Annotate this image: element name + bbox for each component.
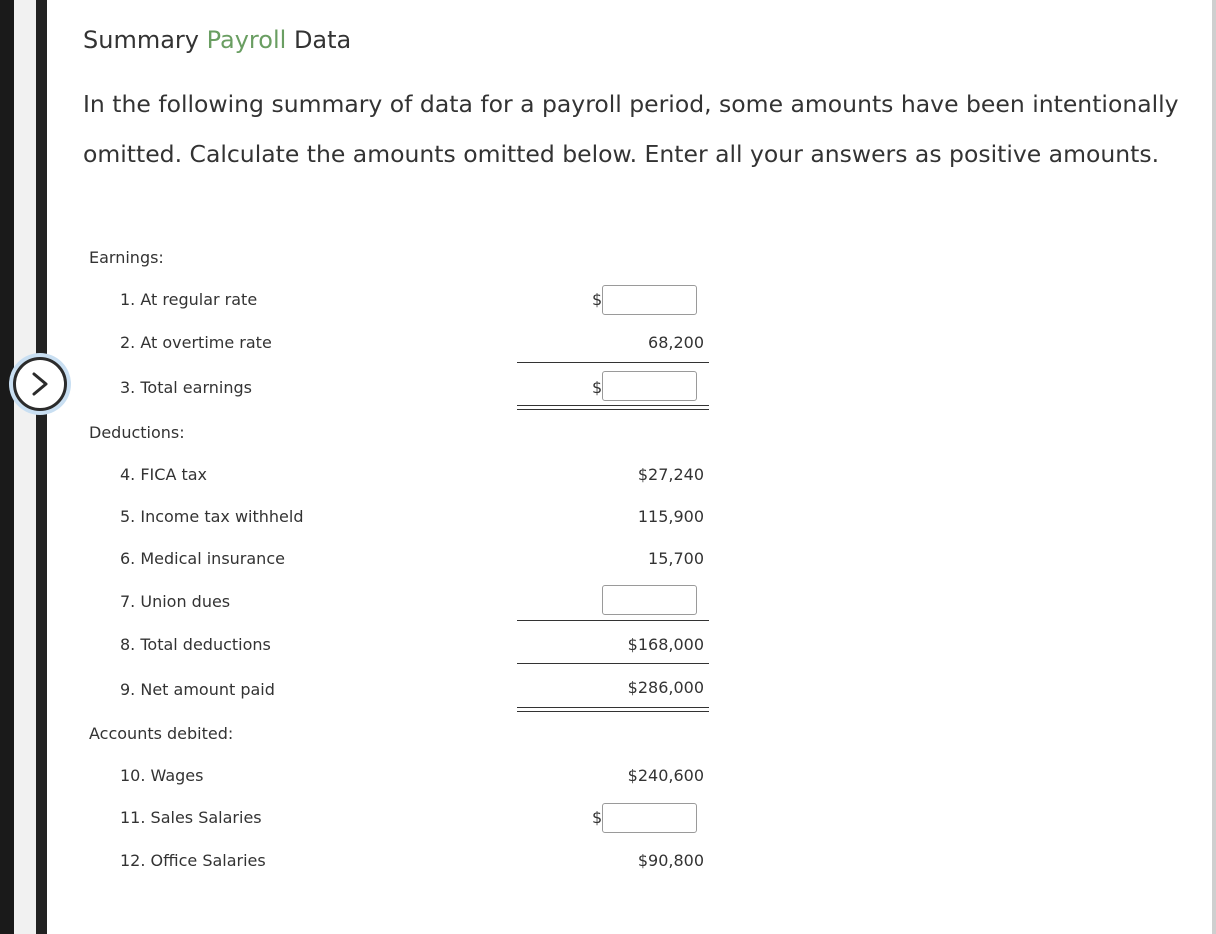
title-highlight[interactable]: Payroll [206,26,287,54]
amount-medical-insurance: 15,700 [648,549,704,568]
item-label-sales-salaries: 11. Sales Salaries [120,808,262,827]
amount-wages: $240,600 [627,766,704,785]
title-part-1: Summary [83,26,199,54]
item-label-wages: 10. Wages [120,766,204,785]
dollar-sign: $ [592,378,603,397]
title-part-3: Data [293,26,352,54]
amount-total-deductions: $168,000 [627,635,704,654]
item-label-total-earnings: 3. Total earnings [120,378,252,397]
row-total-earnings [0,378,1216,402]
row-medical-insurance [0,549,1216,573]
row-sales-salaries [0,808,1216,832]
item-label-office-salaries: 12. Office Salaries [120,851,266,870]
total-earnings-input[interactable] [602,371,697,401]
section-earnings [0,248,1216,272]
subtotal-rule [517,362,709,363]
row-union-dues [0,592,1216,616]
section-accounts-debited [0,724,1216,748]
section-label-deductions: Deductions: [89,423,185,442]
item-label-overtime-rate: 2. At overtime rate [120,333,272,352]
item-label-net-amount: 9. Net amount paid [120,680,275,699]
amount-fica-tax: $27,240 [637,465,704,484]
amount-overtime-rate: 68,200 [648,333,704,352]
union-dues-input[interactable] [602,585,697,615]
row-office-salaries [0,851,1216,875]
item-label-income-tax: 5. Income tax withheld [120,507,304,526]
item-label-regular-rate: 1. At regular rate [120,290,258,309]
amount-income-tax: 115,900 [637,507,704,526]
sales-salaries-input[interactable] [602,803,697,833]
section-label-earnings: Earnings: [89,248,164,267]
row-net-amount [0,680,1216,704]
dollar-sign: $ [592,808,603,827]
subtotal-rule [517,663,709,664]
row-wages [0,766,1216,790]
instructions-text: In the following summary of data for a payroll period, some amounts have been intentionally omitted. Calculate the amounts omitted below. Enter all your answers as positive amounts. [83,90,1179,168]
item-label-union-dues: 7. Union dues [120,592,231,611]
total-double-rule [517,405,709,410]
row-fica-tax [0,465,1216,489]
section-label-accounts-debited: Accounts debited: [89,724,234,743]
subtotal-rule [517,620,709,621]
amount-office-salaries: $90,800 [637,851,704,870]
total-double-rule [517,707,709,712]
regular-rate-input[interactable] [602,285,697,315]
item-label-total-deductions: 8. Total deductions [120,635,271,654]
row-regular-rate [0,290,1216,314]
row-overtime-rate [0,333,1216,357]
row-total-deductions [0,635,1216,659]
dollar-sign: $ [592,290,603,309]
item-label-medical-insurance: 6. Medical insurance [120,549,285,568]
row-income-tax [0,507,1216,531]
section-deductions [0,423,1216,447]
page-title [83,26,351,54]
item-label-fica-tax: 4. FICA tax [120,465,208,484]
amount-net-amount: $286,000 [627,678,704,697]
